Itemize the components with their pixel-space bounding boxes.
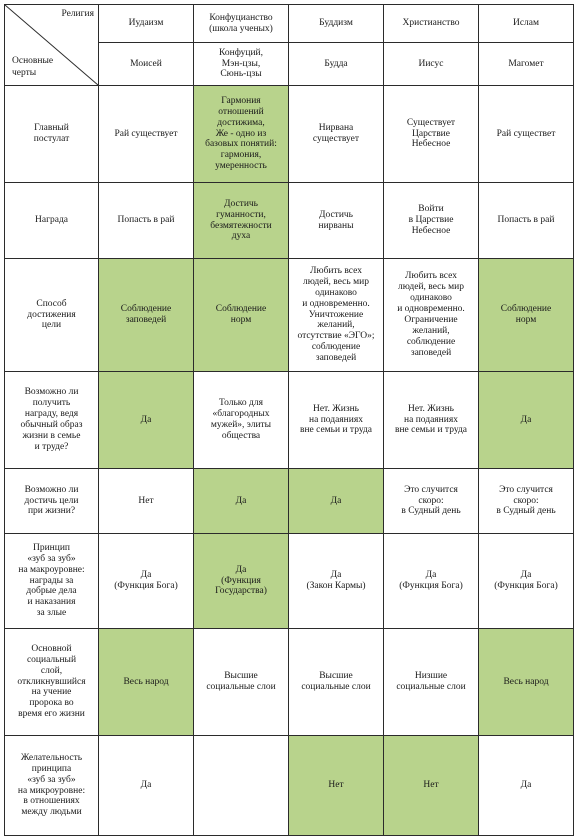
table-cell: Гармония отношений достижима, Же - одно из базовых понятий: гармония, умеренность: [194, 86, 289, 183]
table-cell: Да (Функция Государства): [194, 534, 289, 629]
row-feature-label: Награда: [5, 183, 99, 259]
row-feature-label: Возможно ли достичь цели при жизни?: [5, 469, 99, 534]
table-cell: Весь народ: [99, 629, 194, 736]
corner-religion-label: Религия: [61, 9, 94, 19]
table-body: [5, 5, 574, 836]
table-cell: Да (Функция Бога): [99, 534, 194, 629]
table-row: [5, 469, 574, 534]
table-cell: Только для «благородных мужей», элиты общества: [194, 372, 289, 469]
table-cell: Достичь нирваны: [289, 183, 384, 259]
founder-confucianism: Конфуций, Мэн-цзы, Сюнь-цзы: [194, 43, 289, 86]
header-row-religions: [5, 5, 574, 43]
table-row: [5, 183, 574, 259]
religion-name-islam: Ислам: [479, 5, 574, 43]
corner-header-cell: [5, 5, 99, 86]
founder-christianity: Иисус: [384, 43, 479, 86]
table-cell: Да: [479, 736, 574, 836]
corner-features-label: Основные черты: [12, 56, 54, 78]
table-cell: Да (Функция Бога): [384, 534, 479, 629]
table-row: [5, 736, 574, 836]
table-row: [5, 629, 574, 736]
religion-name-christianity: Христианство: [384, 5, 479, 43]
table-cell: Существует Царствие Небесное: [384, 86, 479, 183]
founder-judaism: Моисей: [99, 43, 194, 86]
row-feature-label: Желательность принципа «зуб за зуб» на микроуровне: в отношениях между людьми: [5, 736, 99, 836]
table-row: [5, 372, 574, 469]
table-cell: Нет. Жизнь на подаяниях вне семьи и труда: [384, 372, 479, 469]
table-cell: Соблюдение норм: [479, 259, 574, 372]
table-cell: Войти в Царствие Небесное: [384, 183, 479, 259]
table-cell: Высшие социальные слои: [289, 629, 384, 736]
table-cell: Достичь гуманности, безмятежности духа: [194, 183, 289, 259]
table-cell: Нет. Жизнь на подаяниях вне семьи и труда: [289, 372, 384, 469]
table-cell: Рай существет: [479, 86, 574, 183]
religion-name-confucianism: Конфуцианство (школа ученых): [194, 5, 289, 43]
table-cell: Нирвана существует: [289, 86, 384, 183]
table-cell: Да (Закон Кармы): [289, 534, 384, 629]
table-row: [5, 259, 574, 372]
table-cell: Попасть в рай: [479, 183, 574, 259]
table-cell: Нет: [289, 736, 384, 836]
table-cell: Да: [99, 372, 194, 469]
table-cell: Да: [289, 469, 384, 534]
table-cell: Нет: [99, 469, 194, 534]
table-cell: Нет: [384, 736, 479, 836]
religions-comparison-table: [4, 4, 574, 836]
row-feature-label: Главный постулат: [5, 86, 99, 183]
table-cell: Да (Функция Бога): [479, 534, 574, 629]
table-cell: Любить всех людей, весь мир одинаково и одновременно. Ограничение желаний, соблюдение заповедей: [384, 259, 479, 372]
table-cell: Это случится скоро: в Судный день: [384, 469, 479, 534]
row-feature-label: Способ достижения цели: [5, 259, 99, 372]
table-cell: Низшие социальные слои: [384, 629, 479, 736]
table-cell: Весь народ: [479, 629, 574, 736]
table-row: [5, 86, 574, 183]
row-feature-label: Возможно ли получить награду, ведя обычный образ жизни в семье и труде?: [5, 372, 99, 469]
founder-buddhism: Будда: [289, 43, 384, 86]
table-cell: Соблюдение заповедей: [99, 259, 194, 372]
table-cell: Любить всех людей, весь мир одинаково и одновременно. Уничтожение желаний, отсутствие «ЭГО»; соблюдение заповедей: [289, 259, 384, 372]
founder-islam: Магомет: [479, 43, 574, 86]
table-cell: Да: [479, 372, 574, 469]
table-cell: Рай существует: [99, 86, 194, 183]
table-cell: [194, 736, 289, 836]
row-feature-label: Основной социальный слой, откликнувшийся на учение пророка во время его жизни: [5, 629, 99, 736]
table-cell: Соблюдение норм: [194, 259, 289, 372]
table-cell: Да: [99, 736, 194, 836]
row-feature-label: Принцип «зуб за зуб» на макроуровне: награды за добрые дела и наказания за злые: [5, 534, 99, 629]
religion-name-judaism: Иудаизм: [99, 5, 194, 43]
table-cell: Высшие социальные слои: [194, 629, 289, 736]
table-cell: Попасть в рай: [99, 183, 194, 259]
religion-name-buddhism: Буддизм: [289, 5, 384, 43]
table-cell: Это случится скоро: в Судный день: [479, 469, 574, 534]
table-row: [5, 534, 574, 629]
table-cell: Да: [194, 469, 289, 534]
